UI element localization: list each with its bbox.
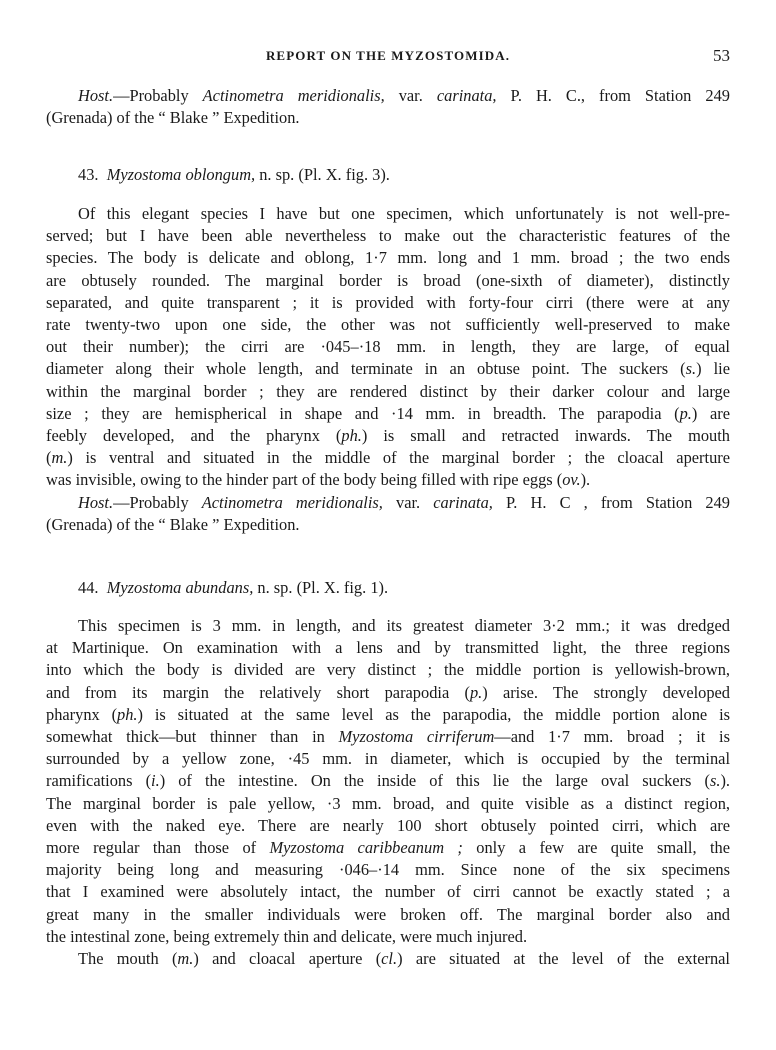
text-line: served; but I have been able nevertheless to make out the characteristic features of the — [46, 226, 730, 246]
species-43-heading: 43. Myzostoma oblongum, n. sp. (Pl. X. fig. 3). — [78, 165, 390, 184]
text-line: great many in the smaller individuals were broken off. The marginal border also and — [46, 904, 730, 924]
text-line: (Grenada) of the “ Blake ” Expedition. — [46, 108, 300, 128]
text-line: diameter along their whole length, and terminate in an obtuse point. The suckers (s.) lie — [46, 359, 730, 379]
text-line: even with the naked eye. There are nearly 100 short obtusely pointed cirri, which are — [46, 815, 730, 835]
species-44-heading: 44. Myzostoma abundans, n. sp. (Pl. X. fig. 1). — [78, 578, 389, 597]
text-line: (Grenada) of the “ Blake ” Expedition. — [46, 514, 300, 534]
species-43-description — [46, 203, 730, 536]
text-line: that I examined were absolutely intact, the number of cirri cannot be exactly stated ; a — [46, 882, 730, 902]
text-line: at Martinique. On examination with a lens and by transmitted light, the three regions — [46, 638, 730, 658]
text-line: somewhat thick—but thinner than in Myzostoma cirriferum—and 1·7 mm. broad ; it is — [46, 727, 730, 747]
text-line: the intestinal zone, being extremely thin and delicate, were much injured. — [46, 926, 528, 946]
heading-number: 44. — [78, 578, 99, 597]
text-line: Host.—Probably Actinometra meridionalis, var. carinata, P. H. C , from Station 249 — [78, 492, 730, 512]
text-line: more regular than those of Myzostoma caribbeanum ; only a few are quite small, the — [46, 838, 730, 858]
running-title: REPORT ON THE MYZOSTOMIDA. — [265, 48, 511, 63]
text-line: (m.) is ventral and situated in the middle of the marginal border ; the cloacal aperture — [46, 448, 730, 468]
text-line: feebly developed, and the pharynx (ph.) is small and retracted inwards. The mouth — [46, 426, 730, 446]
species-name: Myzostoma oblongum, — [106, 165, 256, 184]
text-line: within the marginal border ; they are rendered distinct by their darker colour and large — [46, 381, 730, 401]
text-line: species. The body is delicate and oblong, 1·7 mm. long and 1 mm. broad ; the two ends — [46, 248, 730, 268]
text-line: and from its margin the relatively short parapodia (p.) arise. The strongly developed — [46, 682, 731, 702]
host-label: Host. — [78, 86, 114, 105]
species-44-description — [46, 615, 730, 970]
text-line: surrounded by a yellow zone, ·45 mm. in diameter, which is occupied by the terminal — [46, 749, 730, 769]
text-line: This specimen is 3 mm. in length, and its greatest diameter 3·2 mm.; it was dredged — [78, 616, 730, 635]
text-line: separated, and quite transparent ; it is provided with forty-four cirri (there were at any — [46, 292, 730, 312]
text-line: The mouth (m.) and cloacal aperture (cl.) are situated at the level of the external — [78, 949, 730, 969]
text-line: pharynx (ph.) is situated at the same level as the parapodia, the middle portion alone is — [46, 704, 730, 724]
heading-number: 43. — [78, 165, 99, 184]
host-note-top — [46, 85, 730, 129]
running-head — [46, 48, 730, 68]
text-line: Of this elegant species I have but one specimen, which unfortunately is not well-pre- — [78, 204, 730, 223]
text-line: are obtusely rounded. The marginal border is broad (one-sixth of diameter), distinctly — [46, 270, 730, 290]
text-line: Host.—Probably Actinometra meridionalis, var. carinata, P. H. C., from Station 249 — [78, 86, 730, 105]
text-line: ramifications (i.) of the intestine. On the inside of this lie the large oval suckers (s.). — [46, 771, 730, 791]
page-number: 53 — [713, 46, 730, 65]
text-line: into which the body is divided are very distinct ; the middle portion is yellowish-brown, — [46, 660, 730, 680]
text-line: out their number); the cirri are ·045–·18 mm. in length, they are large, of equal — [46, 337, 730, 357]
text-line: rate twenty-two upon one side, the other was not sufficiently well-preserved to make — [46, 315, 730, 335]
species-name: Myzostoma abundans, — [106, 578, 254, 597]
host-label: Host. — [78, 492, 114, 512]
text-line: majority being long and measuring ·046–·14 mm. Since none of the six specimens — [46, 860, 730, 880]
text-line: The marginal border is pale yellow, ·3 mm. broad, and quite visible as a distinct region, — [46, 793, 730, 813]
text-line: was invisible, owing to the hinder part of the body being filled with ripe eggs (ov.). — [46, 470, 591, 490]
text-line: size ; they are hemispherical in shape and ·14 mm. in breadth. The parapodia (p.) are — [46, 403, 730, 423]
